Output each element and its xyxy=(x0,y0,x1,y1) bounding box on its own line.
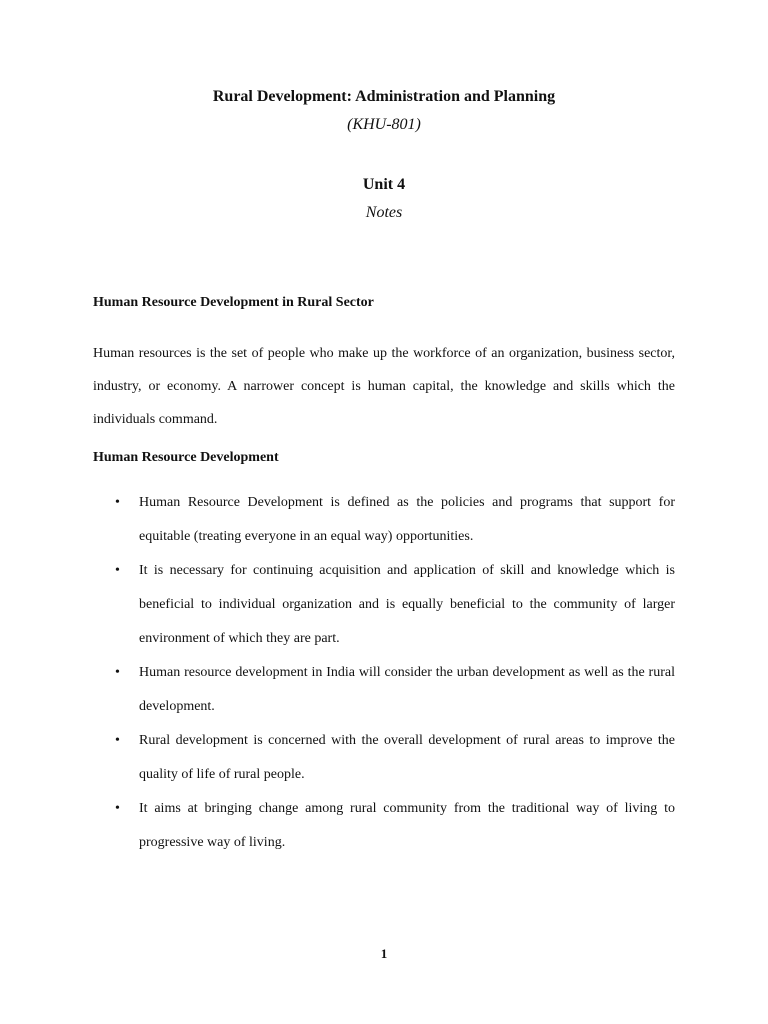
section-paragraph-hrd-rural: Human resources is the set of people who make up the workforce of an organization, business sector, industry, or economy. A narrower concept is human capital, the knowledge and skills which the individuals command. xyxy=(93,346,675,427)
bullet-icon: • xyxy=(115,801,120,816)
list-item xyxy=(93,656,675,724)
section-heading-hrd-rural: Human Resource Development in Rural Sector xyxy=(93,295,374,310)
list-item-text: Rural development is concerned with the overall development of rural areas to improve the quality of life of rural people. xyxy=(139,733,675,782)
list-item xyxy=(93,486,675,554)
course-code: (KHU-801) xyxy=(347,116,421,133)
notes-subtitle: Notes xyxy=(365,204,403,221)
bullet-icon: • xyxy=(115,563,120,578)
bullet-icon: • xyxy=(115,665,120,680)
list-item-text: Human Resource Development is defined as the policies and programs that support for equitable (treating everyone in an equal way) opportunities. xyxy=(139,495,675,544)
bullet-icon: • xyxy=(115,733,120,748)
bullet-icon: • xyxy=(115,495,120,510)
list-item-text: It is necessary for continuing acquisition and application of skill and knowledge which is beneficial to individual organization and is equally beneficial to the community of larger environment of which they are part. xyxy=(139,563,675,646)
list-item xyxy=(93,724,675,792)
list-item-text: Human resource development in India will consider the urban development as well as the rural development. xyxy=(139,665,675,714)
list-item xyxy=(93,554,675,656)
document-title: Rural Development: Administration and Planning xyxy=(212,88,556,105)
bullet-list xyxy=(93,486,675,860)
unit-label: Unit 4 xyxy=(362,176,406,193)
page-number: 1 xyxy=(380,946,388,961)
list-item xyxy=(93,792,675,860)
section-heading-hrd: Human Resource Development xyxy=(93,450,279,465)
list-item-text: It aims at bringing change among rural community from the traditional way of living to progressive way of living. xyxy=(139,801,675,850)
